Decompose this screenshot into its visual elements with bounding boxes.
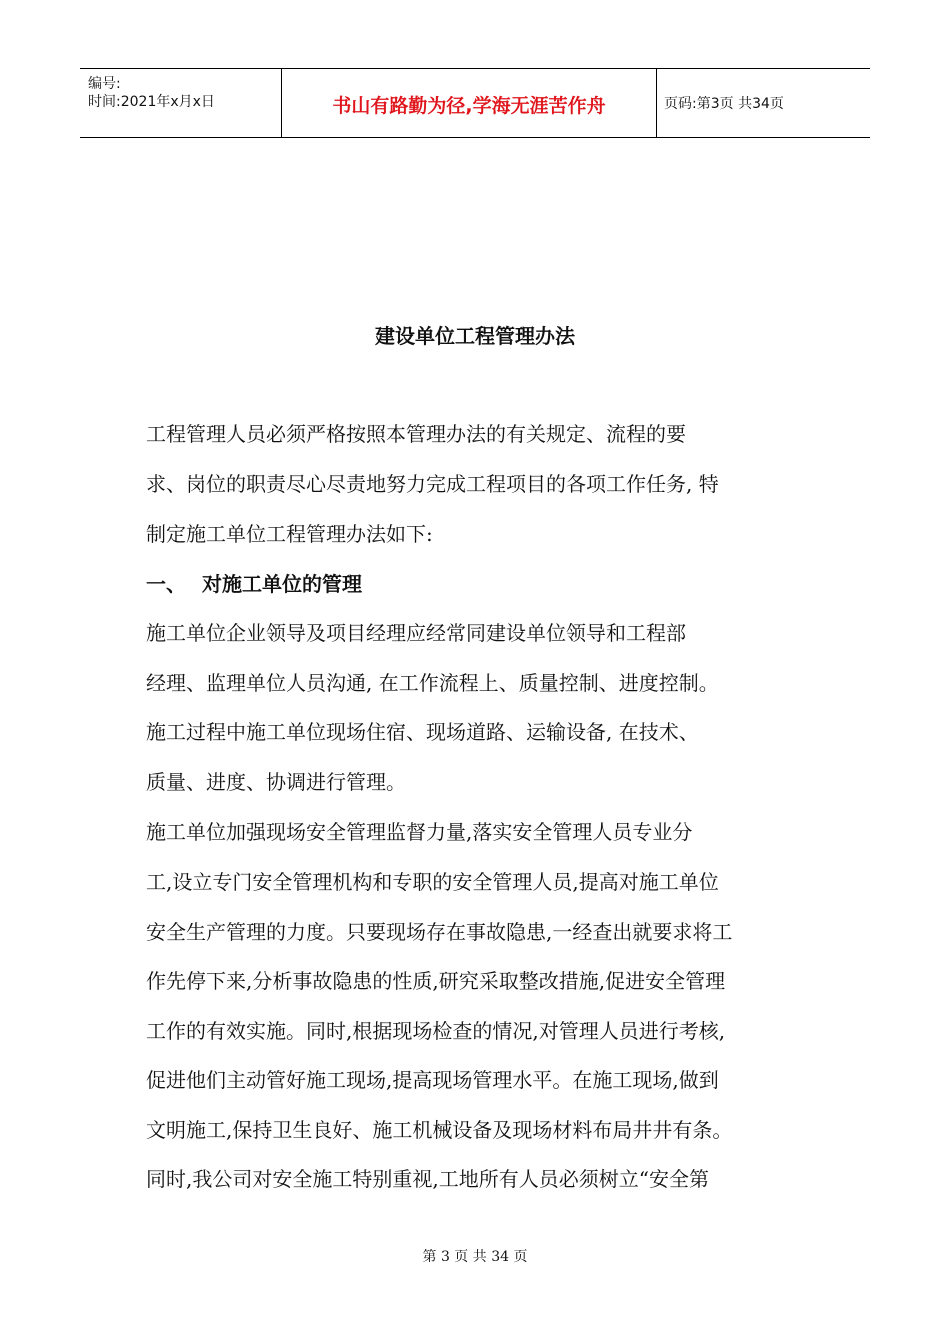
body-line: 施工单位加强现场安全管理监督力量,落实安全管理人员专业分 bbox=[146, 820, 693, 844]
page-footer: 第 3 页 共 34 页 bbox=[422, 1249, 528, 1265]
header-page-cell bbox=[656, 69, 870, 137]
intro-line: 求、岗位的职责尽心尽责地努力完成工程项目的各项工作任务, 特 bbox=[146, 472, 719, 496]
section-title: 对施工单位的管理 bbox=[202, 572, 362, 596]
document-date-label: 时间:2021年x月x日 bbox=[88, 94, 215, 110]
intro-line: 工程管理人员必须严格按照本管理办法的有关规定、流程的要 bbox=[146, 422, 686, 446]
intro-line: 制定施工单位工程管理办法如下: bbox=[146, 522, 433, 546]
body-line: 质量、进度、协调进行管理。 bbox=[146, 770, 406, 794]
header-motto-cell bbox=[281, 69, 657, 137]
section-number: 一、 bbox=[146, 572, 186, 596]
body-line: 工,设立专门安全管理机构和专职的安全管理人员,提高对施工单位 bbox=[146, 870, 719, 894]
body-line: 经理、监理单位人员沟通, 在工作流程上、质量控制、进度控制。 bbox=[146, 671, 719, 695]
body-line: 促进他们主动管好施工现场,提高现场管理水平。在施工现场,做到 bbox=[146, 1068, 719, 1092]
document-number-label: 编号: bbox=[88, 76, 121, 92]
motto-text: 书山有路勤为径,学海无涯苦作舟 bbox=[332, 95, 606, 117]
header-table bbox=[80, 68, 870, 138]
body-line: 施工单位企业领导及项目经理应经常同建设单位领导和工程部 bbox=[146, 621, 686, 645]
body-line: 作先停下来,分析事故隐患的性质,研究采取整改措施,促进安全管理 bbox=[146, 969, 726, 993]
header-left-cell bbox=[80, 69, 280, 137]
body-line: 文明施工,保持卫生良好、施工机械设备及现场材料布局井井有条。 bbox=[146, 1118, 733, 1142]
body-line: 施工过程中施工单位现场住宿、现场道路、运输设备, 在技术、 bbox=[146, 720, 699, 744]
page-info-label: 页码:第3页 共34页 bbox=[664, 96, 784, 112]
body-line: 工作的有效实施。同时,根据现场检查的情况,对管理人员进行考核, bbox=[146, 1019, 726, 1043]
body-line: 安全生产管理的力度。只要现场存在事故隐患,一经查出就要求将工 bbox=[146, 920, 733, 944]
body-line: 同时,我公司对安全施工特别重视,工地所有人员必须树立“安全第 bbox=[146, 1167, 709, 1191]
document-title: 建设单位工程管理办法 bbox=[375, 324, 575, 348]
section-heading bbox=[146, 568, 362, 597]
